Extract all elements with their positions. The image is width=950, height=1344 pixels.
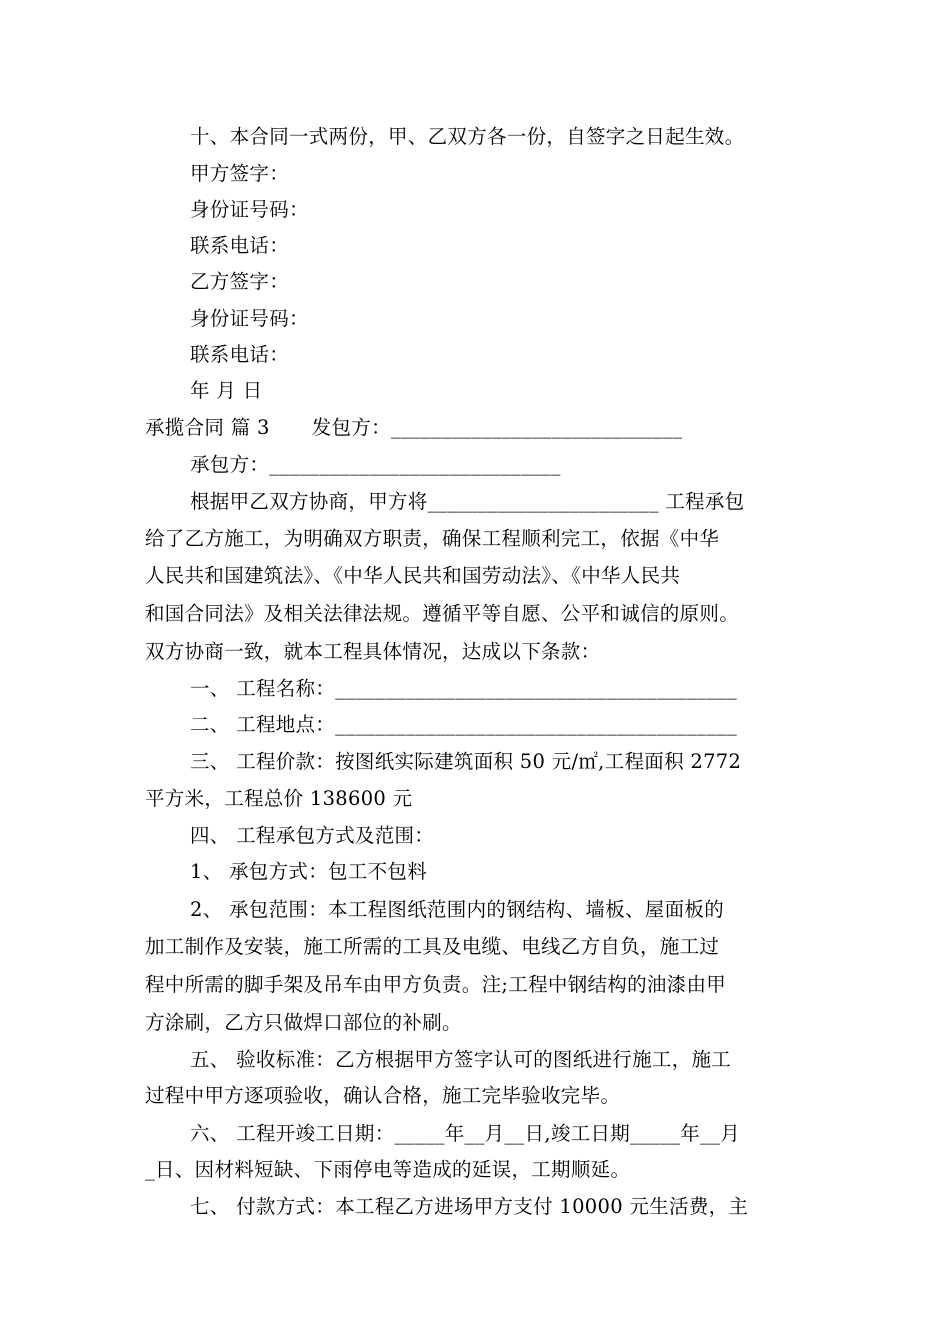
- contractor-field: 承包方：_____________________________: [190, 453, 561, 476]
- contract-scope-line-2: 加工制作及安装，施工所需的工具及电缆、电线乙方自负，施工过: [145, 935, 720, 958]
- contract-mode-heading: 四、 工程承包方式及范围：: [190, 824, 435, 847]
- contract-scope-line-4: 方涂刷，乙方只做焊口部位的补刷。: [145, 1011, 462, 1034]
- contract-mode-item-1: 1、 承包方式：包工不包料: [190, 860, 428, 883]
- section-heading-line: [145, 418, 682, 438]
- project-name-field: 一、 工程名称：________________________________________: [190, 677, 738, 700]
- date-line: 年 月 日: [190, 379, 263, 402]
- preamble-line-2: 给了乙方施工，为明确双方职责，确保工程顺利完工，依据《中华: [145, 527, 720, 550]
- project-price-line-1: 三、 工程价款：按图纸实际建筑面积 50 元/㎡,工程面积 2772: [190, 750, 742, 773]
- preamble-line-4: 和国合同法》及相关法律法规。遵循平等自愿、公平和诚信的原则。: [145, 602, 740, 625]
- preamble-line-1: 根据甲乙双方协商，甲方将_______________________ 工程承包: [190, 490, 745, 513]
- acceptance-line-1: 五、 验收标准：乙方根据甲方签字认可的图纸进行施工，施工: [190, 1048, 732, 1071]
- party-a-phone-label: 联系电话：: [190, 234, 290, 257]
- payment-line-1: 七、 付款方式：本工程乙方进场甲方支付 10000 元生活费，主: [190, 1195, 749, 1218]
- clause-ten: 十、本合同一式两份，甲、乙双方各一份，自签字之日起生效。: [190, 125, 745, 148]
- employer-field: 发包方：_____________________________: [311, 416, 683, 439]
- party-a-signature-label: 甲方签字：: [190, 162, 290, 185]
- section-title: 承揽合同 篇 3: [145, 416, 270, 439]
- contract-scope-line-1: 2、 承包范围：本工程图纸范围内的钢结构、墙板、屋面板的: [190, 898, 725, 921]
- preamble-line-3: 人民共和国建筑法》、《中华人民共和国劳动法》、《中华人民共: [145, 564, 681, 587]
- party-b-id-label: 身份证号码：: [190, 307, 309, 330]
- schedule-line-2: _日、因材料短缺、下雨停电等造成的延误，工期顺延。: [145, 1158, 631, 1181]
- project-location-field: 二、 工程地点：________________________________________: [190, 713, 738, 736]
- acceptance-line-2: 过程中甲方逐项验收，确认合格，施工完毕验收完毕。: [145, 1084, 621, 1107]
- party-a-id-label: 身份证号码：: [190, 198, 309, 221]
- project-price-line-2: 平方米，工程总价 138600 元: [145, 787, 413, 810]
- party-b-signature-label: 乙方签字：: [190, 270, 290, 293]
- preamble-line-5: 双方协商一致，就本工程具体情况，达成以下条款：: [145, 640, 601, 663]
- party-b-phone-label: 联系电话：: [190, 343, 290, 366]
- schedule-line-1: 六、 工程开竣工日期：_____年__月__日,竣工日期_____年__月: [190, 1122, 740, 1145]
- contract-scope-line-3: 程中所需的脚手架及吊车由甲方负责。注;工程中钢结构的油漆由甲: [145, 973, 727, 996]
